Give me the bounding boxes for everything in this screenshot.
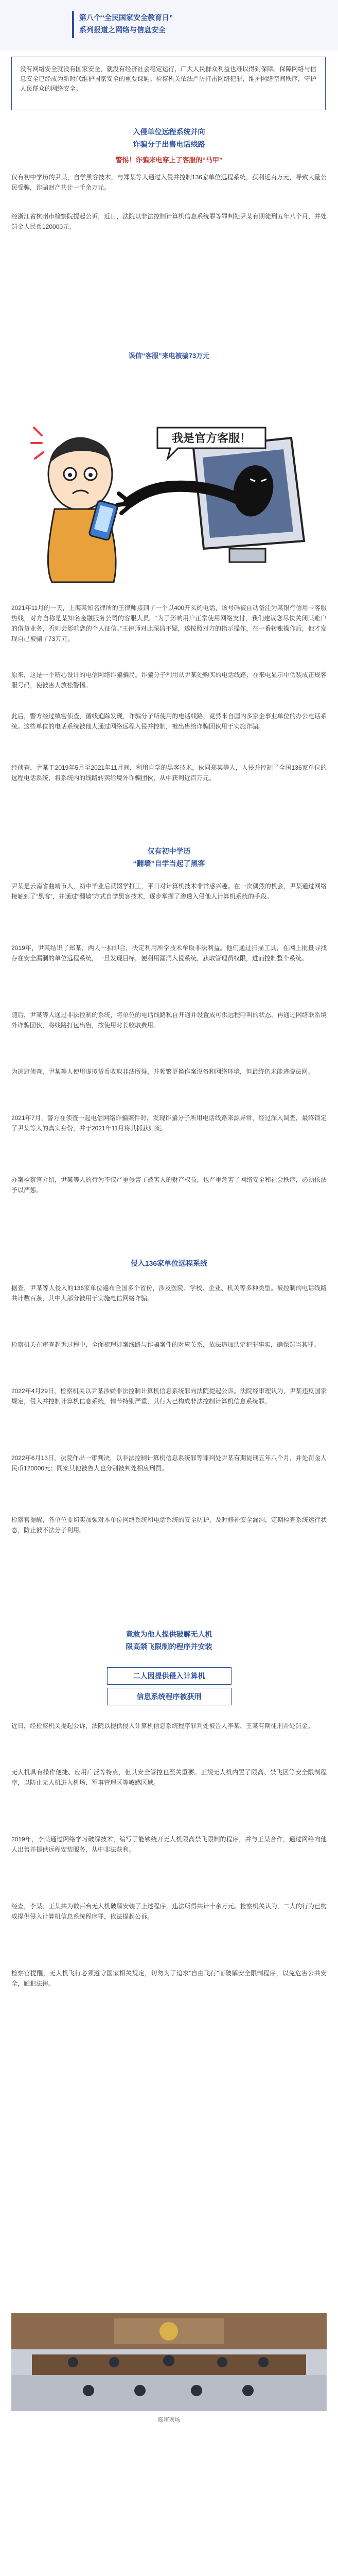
illustration-bubble-text: 我是官方客服！: [171, 432, 252, 445]
section4-heading-line1: 竟敢为他人提供破解无人机: [126, 1630, 212, 1638]
section1-alert: 警惕！诈骗来电穿上了客服的“马甲”: [115, 156, 223, 164]
courtroom-photo-image: [11, 2313, 327, 2411]
section1-body-4: 经侦查，尹某于2019年5月至2021年11月间，利用自学的黑客技术，伙同郑某等人，入侵并控制了全国136家单位的远程电话系统，将系统内的线路转卖给境外诈骗团伙，从中获利近百万元。: [11, 764, 327, 782]
section3-heading: [0, 1257, 338, 1269]
section4-body-1: 近日，经检察机关提起公诉，法院以提供侵入计算机信息系统程序罪判处被告人李某、王某有期徒刑并处罚金。: [11, 1722, 314, 1730]
section2-heading-line1: 仅有初中学历: [147, 847, 191, 855]
section2-body-5: 2021年7月，警方在侦查一起电信网络诈骗案件时，发现诈骗分子所用电话线路来源异常，经过深入调查，最终锁定了尹某等人的真实身份，并于2021年11月将其抓获归案。: [11, 1114, 327, 1132]
banner-title-line1: 第八个“全民国家安全教育日”: [79, 13, 173, 22]
section3-body-5: 检察官提醒，各单位要切实加强对本单位网络系统和电话系统的安全防护，及时修补安全漏洞，定期检查系统运行状态，防止被不法分子利用。: [11, 1516, 327, 1534]
courtroom-photo: [11, 2313, 327, 2411]
section3-body-2: 检察机关在审查起诉过程中，全面梳理涉案线路与诈骗案件的对应关系，依法追加认定犯罪事实，确保罚当其罪。: [11, 1341, 321, 1348]
section2-body-2: 2019年，尹某结识了郑某，两人一拍即合，决定利用所学技术牟取非法利益。他们通过扫描工具，在网上批量寻找存在安全漏洞的单位远程系统，一旦发现目标，便利用漏洞入侵系统，获取管理员权限，进而控制整个系统。: [11, 944, 327, 962]
banner-accent-bar: [72, 11, 74, 38]
section2-body-4: 为逃避侦查，尹某等人使用虚拟货币收取非法所得，并频繁更换作案设备和网络环境，但最终仍未能逃脱法网。: [11, 1068, 314, 1075]
section3-heading-line1: 侵入136家单位远程系统: [130, 1259, 208, 1267]
section1-body-3: 此后，警方经过缜密侦查，循线追踪发现，诈骗分子所使用的电话线路，竟然来自国内多家企事业单位的办公电话系统。这些单位的电话系统被他人通过网络远程入侵并控制，被出售给诈骗团伙用于实施诈骗。: [11, 713, 327, 730]
section1-paragraph-2: 经浙江省杭州市检察院提起公诉，近日，法院以非法控制计算机信息系统罪等罪判处尹某有期徒刑五年八个月，并处罚金人民币120000元。: [11, 213, 327, 230]
section4-heading-line2: 限高禁飞限制的程序并安装: [126, 1642, 212, 1651]
banner-title-line2: 系列报道之网络与信息安全: [79, 26, 166, 34]
section1-paragraph-1: 仅有初中学历的尹某，自学黑客技术，与郑某等人通过入侵并控制136家单位远程系统，获利近百万元，导致大量公民受骗，诈骗财产共计一千余万元。: [11, 174, 327, 191]
section1-body-1: 2021年11月的一天，上海某知名律所的王律师接到了一个以400开头的电话，该号码被自动备注为某银行信用卡客服热线，对方自称是某知名金融服务公司的客服人员。“为了影响用户正常使用网络支付，我们建议您尽快关闭某账户的借贷业务，否则会影响您的个人征信。”王律师对此深信不疑，遂按照对方的指示操作，在一番转账操作后，他才发现自己被骗了73万元。: [11, 604, 327, 642]
section4-body-3: 2019年，李某通过网络学习破解技术，编写了能够绕开无人机限高禁飞限制的程序，并与王某合作，通过网络向他人出售并提供远程安装服务，从中非法获利。: [11, 1836, 327, 1853]
section3-body-1: 据查，尹某等人侵入的136家单位遍布全国多个省份，涉及医院、学校、企业、机关等多种类型。被控制的电话线路共计数百条，其中大部分被用于实施电信网络诈骗。: [11, 1284, 327, 1302]
section4-subheading-line2: 信息系统程序被获刑: [107, 1688, 232, 1705]
section1-body-2: 原来，这是一个精心设计的电信网络诈骗骗局。诈骗分子利用从尹某处购买的电话线路，在来电显示中伪装成正规客服号码，使被害人放松警惕。: [11, 671, 327, 689]
section2-heading-line2: “翻墙”自学当起了黑客: [133, 859, 205, 868]
illustration-title: 误信“客服”来电被骗73万元: [128, 352, 210, 360]
section2-body-1: 尹某是云南省曲靖市人，初中毕业后就辍学打工，平日对计算机技术非常感兴趣。在一次偶然的机会，尹某通过网络接触到了“黑客”，并通过“翻墙”方式自学黑客技术，逐步掌握了渗透入侵他人计算机系统的手段。: [11, 883, 327, 900]
section2-body-3: 随后，尹某等人通过非法控制的系统，将单位的电话线路私自开通并设置成可供远程呼叫的状态，再通过网络联系境外诈骗团伙，将线路打包出售，按使用时长收取费用。: [11, 1011, 327, 1029]
section1-heading-line1: 入侵单位远程系统并向: [133, 128, 205, 136]
section4-subheading: [82, 1664, 256, 1708]
section4-body-5: 检察官提醒，无人机飞行必须遵守国家相关规定，切勿为了追求“自由飞行”而破解安全限制程序，以免危害公共安全，触犯法律。: [11, 1970, 327, 1987]
section4-body-4: 经查，李某、王某共为数百台无人机破解安装了上述程序，违法所得共计十余万元。检察机关认为，二人的行为已构成提供侵入计算机信息系统程序罪，依法提起公诉。: [11, 1903, 327, 1920]
section1-heading-line2: 诈骗分子出售电话线路: [133, 140, 205, 148]
intro-summary-box: 没有网络安全就没有国家安全，就没有经济社会稳定运行，广大人民群众利益也难以得到保障。保障网络与信息安全已经成为新时代维护国家安全的重要课题。检察机关依法严厉打击网络犯罪，维护网络空间秩序，守护人民群众的网络安全。: [11, 57, 326, 110]
section2-heading: [0, 845, 338, 870]
section4-heading: [0, 1628, 338, 1653]
section2-body-6: 办案检察官介绍，尹某等人的行为不仅严重侵害了被害人的财产权益，也严重危害了网络安全和社会秩序，必须依法予以严惩。: [11, 1176, 327, 1194]
scam-call-illustration: [24, 371, 314, 587]
section3-body-4: 2022年6月13日，法院作出一审判决，以非法控制计算机信息系统罪等罪判处尹某有期徒刑五年八个月，并处罚金人民币120000元；同案其他被告人也分别被判处相应刑罚。: [11, 1454, 327, 1472]
section4-subheading-line1: 二人因提供侵入计算机: [107, 1667, 232, 1685]
courtroom-photo-caption: 庭审现场: [157, 2417, 181, 2423]
section1-heading: [0, 126, 338, 150]
section4-body-2: 无人机具有操作便捷、应用广泛等特点，但其安全管控也至关重要。正规无人机内置了限高、禁飞区等安全限制程序，以防止无人机进入机场、军事管理区等敏感区域。: [11, 1769, 327, 1786]
article-banner: [0, 0, 338, 50]
section3-body-3: 2022年4月29日，检察机关以尹某涉嫌非法控制计算机信息系统罪向法院提起公诉。法院经审理认为，尹某违反国家规定，侵入并控制计算机信息系统，情节特别严重，其行为已构成非法控制计算机信息系统罪。: [11, 1387, 327, 1405]
